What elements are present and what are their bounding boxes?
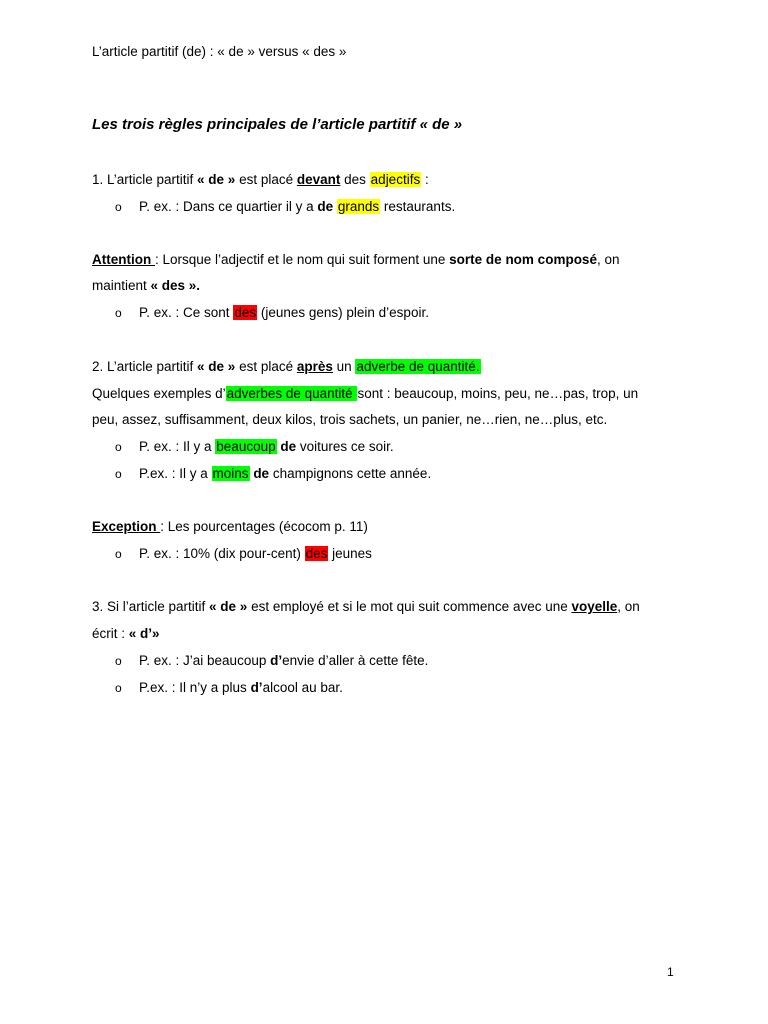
rule2-line3: peu, assez, suffisamment, deux kilos, trois sachets, un panier, ne…rien, ne…plus, etc. [92, 412, 608, 427]
attention-line2-bold: « des ». [150, 278, 201, 293]
rule3-line2-prefix: écrit : [92, 626, 129, 641]
attention-line2-prefix: maintient [92, 278, 151, 293]
rule3-ex1-suffix: envie d’aller à cette fête. [282, 653, 429, 668]
document-title: Les trois règles principales de l’article partitif « de » [92, 116, 463, 133]
attention-ex-des-highlight: des [234, 305, 257, 320]
rule2-adverbe-highlight: adverbe de quantité. [356, 359, 480, 374]
rule2-ex1-suffix: voitures ce soir. [296, 439, 394, 454]
rule1-ex-grands-highlight: grands [337, 199, 380, 214]
rule2-line2-prefix: Quelques exemples d’ [92, 386, 226, 401]
exception-ex-des-highlight: des [305, 546, 328, 561]
rule1-mid1: est placé [235, 172, 297, 187]
exception-example [139, 546, 372, 561]
attention-line2 [92, 278, 200, 293]
rule1-ex-suffix: restaurants. [380, 199, 456, 214]
rule2-apres: après [296, 359, 333, 374]
exception-text: : Les pourcentages (écocom p. 11) [160, 519, 368, 534]
rule1-line [92, 172, 429, 187]
bullet-marker: o [115, 547, 122, 561]
exception-line [92, 519, 368, 534]
rule2-de: « de » [197, 359, 236, 374]
exception-ex-suffix: jeunes [328, 546, 372, 561]
attention-text1: : Lorsque l’adjectif et le nom qui suit forment une [155, 252, 450, 267]
rule3-de: « de » [209, 599, 248, 614]
page-header: L’article partitif (de) : « de » versus « des » [92, 44, 347, 59]
rule2-ex2-suffix: champignons cette année. [269, 466, 432, 481]
exception-label: Exception [92, 519, 161, 534]
attention-label: Attention [92, 252, 155, 267]
rule2-ex2-prefix: P.ex. : Il y a [139, 466, 212, 481]
rule2-line2-suffix: sont : beaucoup, moins, peu, ne…pas, trop, un [357, 386, 639, 401]
rule2-line2-highlight: adverbes de quantité [226, 386, 357, 401]
rule2-line2 [92, 386, 638, 401]
bullet-marker: o [115, 200, 122, 214]
rule3-ex2-prefix: P.ex. : Il n’y a plus [139, 680, 251, 695]
rule3-suffix: , on [617, 599, 640, 614]
bullet-marker: o [115, 467, 122, 481]
attention-ex-suffix: (jeunes gens) plein d’espoir. [257, 305, 429, 320]
rule2-example2 [139, 466, 431, 481]
rule1-prefix: 1. L’article partitif [92, 172, 198, 187]
rule3-mid: est employé et si le mot qui suit commence avec une [247, 599, 572, 614]
rule1-suffix: : [421, 172, 429, 187]
bullet-marker: o [115, 681, 122, 695]
rule3-ex2-suffix: alcool au bar. [262, 680, 343, 695]
rule2-mid2: un [332, 359, 356, 374]
attention-example [139, 305, 429, 320]
rule3-line1 [92, 599, 640, 614]
rule3-example2 [139, 680, 343, 695]
rule3-line2-bold: « d’» [128, 626, 160, 641]
bullet-marker: o [115, 306, 122, 320]
rule3-ex1-d: d’ [270, 653, 283, 668]
rule2-prefix: 2. L’article partitif [92, 359, 198, 374]
page-number: 1 [667, 965, 674, 979]
rule2-example1 [139, 439, 394, 454]
rule2-ex1-prefix: P. ex. : Il y a [139, 439, 216, 454]
rule1-example [139, 199, 455, 214]
rule1-de: « de » [197, 172, 236, 187]
attention-line1 [92, 252, 620, 267]
rule1-adjectifs-highlight: adjectifs [370, 172, 421, 187]
rule3-example1 [139, 653, 428, 668]
rule3-line2 [92, 626, 160, 641]
rule2-ex1-de: de [276, 439, 297, 454]
rule3-prefix: 3. Si l’article partitif [92, 599, 210, 614]
rule2-mid1: est placé [235, 359, 297, 374]
attention-ex-prefix: P. ex. : Ce sont [139, 305, 234, 320]
exception-ex-prefix: P. ex. : 10% (dix pour-cent) [139, 546, 305, 561]
rule2-ex2-highlight: moins [212, 466, 249, 481]
rule2-ex2-de: de [249, 466, 270, 481]
rule1-mid2: des [340, 172, 370, 187]
rule1-devant: devant [296, 172, 341, 187]
rule1-ex-prefix: P. ex. : Dans ce quartier il y a [139, 199, 318, 214]
rule3-ex2-d: d’ [250, 680, 263, 695]
rule2-line1 [92, 359, 481, 374]
attention-text2: , on [596, 252, 620, 267]
rule1-ex-de: de [317, 199, 334, 214]
rule3-voyelle: voyelle [571, 599, 618, 614]
rule3-ex1-prefix: P. ex. : J’ai beaucoup [139, 653, 271, 668]
bullet-marker: o [115, 654, 122, 668]
bullet-marker: o [115, 440, 122, 454]
rule2-ex1-highlight: beaucoup [216, 439, 276, 454]
attention-bold: sorte de nom composé [449, 252, 597, 267]
